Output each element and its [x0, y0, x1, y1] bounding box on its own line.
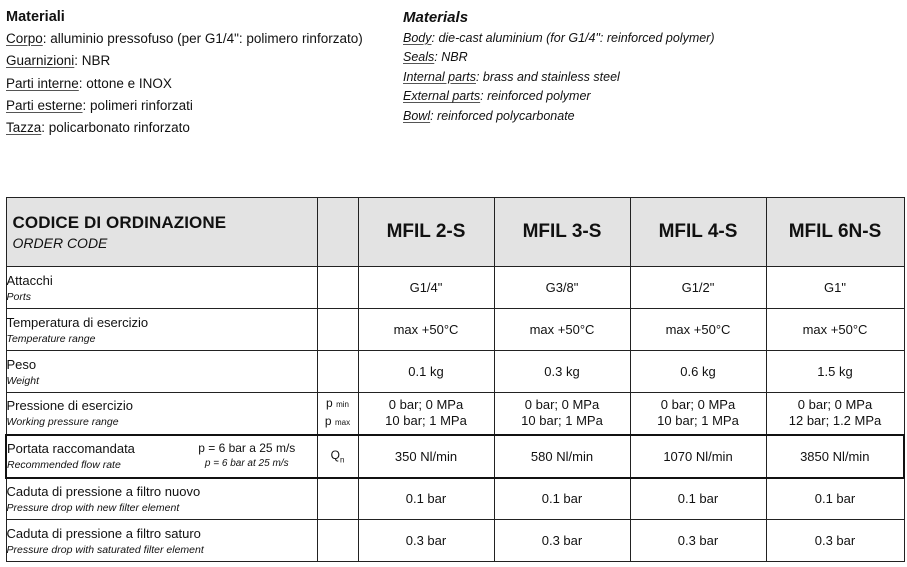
table-row: [6, 351, 904, 393]
material-item: Parti esterne: polimeri rinforzati: [6, 97, 193, 113]
table-title: CODICE DI ORDINAZIONE: [12, 213, 227, 232]
table-row-highlighted: [6, 435, 904, 478]
row-symbol: [317, 478, 358, 520]
cell-value: 1.5 kg: [766, 351, 904, 393]
cell-value: max +50°C: [494, 309, 630, 351]
cell-value: 3850 Nl/min: [766, 435, 904, 478]
table-row: [6, 478, 904, 520]
header-label-cell: [6, 198, 317, 267]
material-item: Guarnizioni: NBR: [6, 53, 111, 69]
model-header: MFIL 2-S: [358, 198, 494, 267]
cell-value: G1": [766, 267, 904, 309]
material-item: Corpo: alluminio pressofuso (per G1/4": polimero rinforzato): [6, 31, 363, 47]
model-header: MFIL 3-S: [494, 198, 630, 267]
model-header: MFIL 6N-S: [766, 198, 904, 267]
cell-value: G3/8": [494, 267, 630, 309]
row-label: Portata raccomandata Recommended flow rate p = 6 bar a 25 m/s p = 6 bar at 25 m/s: [6, 435, 317, 478]
cell-value: G1/4": [358, 267, 494, 309]
cell-value: max +50°C: [630, 309, 766, 351]
material-item: Seals: NBR: [403, 50, 468, 65]
cell-value: max +50°C: [766, 309, 904, 351]
cell-value: 1070 Nl/min: [630, 435, 766, 478]
cell-value: max +50°C: [358, 309, 494, 351]
row-symbol: p min p max: [317, 393, 358, 435]
cell-value: 0.1 kg: [358, 351, 494, 393]
table-row: [6, 309, 904, 351]
order-code-table: [5, 197, 905, 562]
row-symbol: [317, 309, 358, 351]
cell-value: 0.3 bar: [766, 520, 904, 562]
material-item: Bowl: reinforced polycarbonate: [403, 108, 575, 123]
material-item: External parts: reinforced polymer: [403, 89, 591, 104]
row-symbol: [317, 351, 358, 393]
cell-value: 0.3 bar: [630, 520, 766, 562]
cell-value: 0 bar; 0 MPa 10 bar; 1 MPa: [630, 393, 766, 435]
cell-value: 0.3 bar: [494, 520, 630, 562]
table-row: [6, 520, 904, 562]
cell-value: 0.3 kg: [494, 351, 630, 393]
row-label: Peso Weight: [6, 351, 317, 393]
row-symbol: [317, 520, 358, 562]
material-item: Tazza: policarbonato rinforzato: [6, 120, 190, 136]
model-header: MFIL 4-S: [630, 198, 766, 267]
flow-condition: p = 6 bar a 25 m/s p = 6 bar at 25 m/s: [198, 441, 296, 469]
cell-value: 0 bar; 0 MPa 12 bar; 1.2 MPa: [766, 393, 904, 435]
table-row: [6, 267, 904, 309]
row-symbol: [317, 267, 358, 309]
cell-value: 0 bar; 0 MPa 10 bar; 1 MPa: [494, 393, 630, 435]
header-symbol-cell: [317, 198, 358, 267]
row-label: Temperatura di esercizio Temperature range: [6, 309, 317, 351]
materials-title-it: Materiali: [6, 9, 65, 25]
row-label: Caduta di pressione a filtro nuovo Pressure drop with new filter element: [6, 478, 317, 520]
table-row: [6, 393, 904, 435]
table-header-row: [6, 198, 904, 267]
cell-value: 0.6 kg: [630, 351, 766, 393]
material-item: Internal parts: brass and stainless steel: [403, 69, 620, 84]
row-symbol: $Q_n$: [317, 435, 358, 478]
cell-value: 350 Nl/min: [358, 435, 494, 478]
materials-italian: [6, 6, 363, 139]
row-label: Pressione di esercizio Working pressure range: [6, 393, 317, 435]
row-label: Attacchi Ports: [6, 267, 317, 309]
cell-value: 0.1 bar: [630, 478, 766, 520]
cell-value: 0.3 bar: [358, 520, 494, 562]
cell-value: 580 Nl/min: [494, 435, 630, 478]
cell-value: 0 bar; 0 MPa 10 bar; 1 MPa: [358, 393, 494, 435]
cell-value: 0.1 bar: [358, 478, 494, 520]
materials-title-en: Materials: [403, 9, 469, 26]
table-subtitle: ORDER CODE: [12, 235, 108, 251]
material-item: Body: die-cast aluminium (for G1/4": reinforced polymer): [403, 31, 715, 45]
cell-value: 0.1 bar: [766, 478, 904, 520]
cell-value: G1/2": [630, 267, 766, 309]
cell-value: 0.1 bar: [494, 478, 630, 520]
row-label: Caduta di pressione a filtro saturo Pressure drop with saturated filter element: [6, 520, 317, 562]
materials-english: [403, 8, 715, 126]
material-item: Parti interne: ottone e INOX: [6, 75, 172, 91]
